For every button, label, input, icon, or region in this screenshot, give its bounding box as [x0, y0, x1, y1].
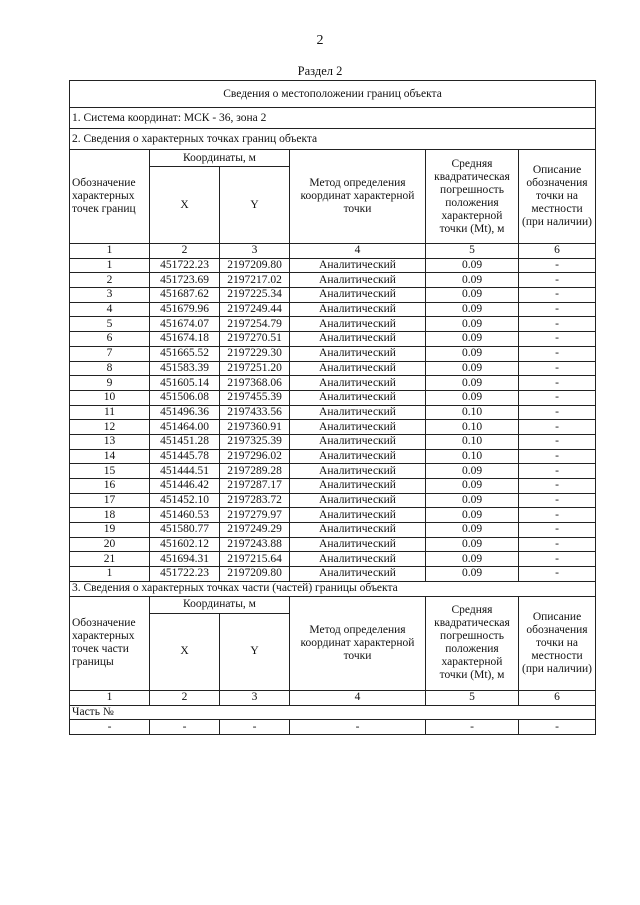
point-description: - — [519, 567, 596, 582]
coord-x: 451694.31 — [150, 552, 220, 567]
coord-x: 451451.28 — [150, 434, 220, 449]
method: Аналитический — [290, 420, 426, 435]
empty-part-row — [70, 720, 596, 735]
header-description: Описание обозначения точки на местности (при наличии) — [519, 150, 596, 244]
point-number: 1 — [70, 258, 150, 273]
method: Аналитический — [290, 258, 426, 273]
point-number: 19 — [70, 523, 150, 538]
col-number: 1 — [70, 690, 150, 705]
coord-y: 2197209.80 — [220, 258, 290, 273]
point-number: 2 — [70, 273, 150, 288]
table-row — [70, 346, 596, 361]
point-description: - — [519, 464, 596, 479]
parts-header-x: X — [150, 613, 220, 690]
coord-y: 2197254.79 — [220, 317, 290, 332]
coord-y: 2197455.39 — [220, 390, 290, 405]
table-row — [70, 420, 596, 435]
error-mt: 0.10 — [426, 434, 519, 449]
empty-cell: - — [426, 720, 519, 735]
point-number: 15 — [70, 464, 150, 479]
method: Аналитический — [290, 288, 426, 303]
section-label: Раздел 2 — [297, 64, 343, 78]
coord-y: 2197209.80 — [220, 567, 290, 582]
point-number: 4 — [70, 302, 150, 317]
coord-y: 2197279.97 — [220, 508, 290, 523]
error-mt: 0.09 — [426, 552, 519, 567]
point-number: 6 — [70, 332, 150, 347]
parts-header-error: Средняя квадратическая погрешность положения характерной точки (Mt), м — [426, 596, 519, 690]
table-row — [70, 434, 596, 449]
empty-cell: - — [150, 720, 220, 735]
point-description: - — [519, 332, 596, 347]
point-description: - — [519, 508, 596, 523]
coord-x: 451464.00 — [150, 420, 220, 435]
error-mt: 0.09 — [426, 390, 519, 405]
coord-x: 451506.08 — [150, 390, 220, 405]
table-row — [70, 567, 596, 582]
coord-x: 451605.14 — [150, 376, 220, 391]
table-row — [70, 537, 596, 552]
header-y: Y — [220, 167, 290, 244]
col-number: 1 — [70, 244, 150, 259]
coord-system: 1. Система координат: МСК - 36, зона 2 — [70, 108, 596, 129]
table-row — [70, 288, 596, 303]
header-coords: Координаты, м — [150, 150, 290, 167]
method: Аналитический — [290, 493, 426, 508]
point-number: 13 — [70, 434, 150, 449]
coord-y: 2197287.17 — [220, 479, 290, 494]
method: Аналитический — [290, 390, 426, 405]
coord-y: 2197225.34 — [220, 288, 290, 303]
method: Аналитический — [290, 317, 426, 332]
point-number: 11 — [70, 405, 150, 420]
coord-x: 451674.07 — [150, 317, 220, 332]
table-row — [70, 317, 596, 332]
coord-x: 451722.23 — [150, 567, 220, 582]
header-x: X — [150, 167, 220, 244]
method: Аналитический — [290, 302, 426, 317]
coord-y: 2197283.72 — [220, 493, 290, 508]
point-number: 18 — [70, 508, 150, 523]
col-number: 3 — [220, 244, 290, 259]
coord-y: 2197289.28 — [220, 464, 290, 479]
coord-y: 2197325.39 — [220, 434, 290, 449]
table-row — [70, 376, 596, 391]
error-mt: 0.10 — [426, 449, 519, 464]
point-number: 16 — [70, 479, 150, 494]
point-number: 1 — [70, 567, 150, 582]
point-description: - — [519, 376, 596, 391]
table-row — [70, 479, 596, 494]
col-number: 4 — [290, 244, 426, 259]
point-description: - — [519, 537, 596, 552]
parts-header-description: Описание обозначения точки на местности (при наличии) — [519, 596, 596, 690]
method: Аналитический — [290, 332, 426, 347]
col-number: 2 — [150, 244, 220, 259]
coord-x: 451583.39 — [150, 361, 220, 376]
error-mt: 0.09 — [426, 302, 519, 317]
point-number: 7 — [70, 346, 150, 361]
coord-x: 451722.23 — [150, 258, 220, 273]
error-mt: 0.09 — [426, 567, 519, 582]
coord-y: 2197296.02 — [220, 449, 290, 464]
coord-y: 2197368.06 — [220, 376, 290, 391]
coord-x: 451679.96 — [150, 302, 220, 317]
point-description: - — [519, 317, 596, 332]
point-number: 12 — [70, 420, 150, 435]
error-mt: 0.09 — [426, 464, 519, 479]
error-mt: 0.09 — [426, 258, 519, 273]
point-description: - — [519, 434, 596, 449]
coord-x: 451580.77 — [150, 523, 220, 538]
point-description: - — [519, 405, 596, 420]
error-mt: 0.09 — [426, 508, 519, 523]
parts-header-coords: Координаты, м — [150, 596, 290, 613]
point-number: 3 — [70, 288, 150, 303]
error-mt: 0.09 — [426, 537, 519, 552]
coord-y: 2197249.44 — [220, 302, 290, 317]
error-mt: 0.09 — [426, 479, 519, 494]
coord-x: 451602.12 — [150, 537, 220, 552]
point-number: 8 — [70, 361, 150, 376]
table-row — [70, 508, 596, 523]
point-number: 20 — [70, 537, 150, 552]
col-number: 2 — [150, 690, 220, 705]
point-description: - — [519, 420, 596, 435]
points-heading: 2. Сведения о характерных точках границ объекта — [70, 129, 596, 150]
coord-y: 2197433.56 — [220, 405, 290, 420]
error-mt: 0.09 — [426, 273, 519, 288]
error-mt: 0.10 — [426, 405, 519, 420]
col-number: 6 — [519, 690, 596, 705]
point-description: - — [519, 493, 596, 508]
point-description: - — [519, 273, 596, 288]
parts-header-method: Метод определения координат характерной точки — [290, 596, 426, 690]
coord-y: 2197251.20 — [220, 361, 290, 376]
coord-y: 2197360.91 — [220, 420, 290, 435]
col-number: 3 — [220, 690, 290, 705]
empty-cell: - — [220, 720, 290, 735]
table-row — [70, 552, 596, 567]
error-mt: 0.09 — [426, 376, 519, 391]
point-description: - — [519, 390, 596, 405]
point-number: 17 — [70, 493, 150, 508]
page-number: 2 — [316, 33, 324, 48]
table-row — [70, 464, 596, 479]
coord-y: 2197243.88 — [220, 537, 290, 552]
error-mt: 0.09 — [426, 361, 519, 376]
coord-y: 2197249.29 — [220, 523, 290, 538]
coord-x: 451723.69 — [150, 273, 220, 288]
table-row — [70, 449, 596, 464]
coord-x: 451445.78 — [150, 449, 220, 464]
point-description: - — [519, 523, 596, 538]
method: Аналитический — [290, 464, 426, 479]
table-row — [70, 332, 596, 347]
table-row — [70, 493, 596, 508]
method: Аналитический — [290, 479, 426, 494]
point-number: 10 — [70, 390, 150, 405]
point-description: - — [519, 361, 596, 376]
method: Аналитический — [290, 273, 426, 288]
error-mt: 0.10 — [426, 420, 519, 435]
point-description: - — [519, 258, 596, 273]
header-error: Средняя квадратическая погрешность положения характерной точки (Mt), м — [426, 150, 519, 244]
boundary-table — [69, 80, 596, 735]
col-number: 4 — [290, 690, 426, 705]
method: Аналитический — [290, 508, 426, 523]
error-mt: 0.09 — [426, 346, 519, 361]
coord-x: 451687.62 — [150, 288, 220, 303]
coord-x: 451446.42 — [150, 479, 220, 494]
error-mt: 0.09 — [426, 493, 519, 508]
coord-y: 2197270.51 — [220, 332, 290, 347]
header-method: Метод определения координат характерной точки — [290, 150, 426, 244]
coord-y: 2197217.02 — [220, 273, 290, 288]
method: Аналитический — [290, 361, 426, 376]
column-numbers-row — [70, 244, 596, 259]
table-row — [70, 273, 596, 288]
table-title: Сведения о местоположении границ объекта — [70, 81, 596, 108]
method: Аналитический — [290, 449, 426, 464]
table-row — [70, 258, 596, 273]
col-number: 6 — [519, 244, 596, 259]
empty-cell: - — [290, 720, 426, 735]
method: Аналитический — [290, 567, 426, 582]
method: Аналитический — [290, 376, 426, 391]
point-description: - — [519, 449, 596, 464]
point-description: - — [519, 552, 596, 567]
table-row — [70, 523, 596, 538]
table-row — [70, 361, 596, 376]
table-row — [70, 302, 596, 317]
point-description: - — [519, 288, 596, 303]
parts-column-numbers-row — [70, 690, 596, 705]
error-mt: 0.09 — [426, 523, 519, 538]
error-mt: 0.09 — [426, 332, 519, 347]
method: Аналитический — [290, 346, 426, 361]
error-mt: 0.09 — [426, 317, 519, 332]
empty-cell: - — [519, 720, 596, 735]
coord-x: 451674.18 — [150, 332, 220, 347]
method: Аналитический — [290, 434, 426, 449]
table-row — [70, 405, 596, 420]
method: Аналитический — [290, 537, 426, 552]
point-number: 14 — [70, 449, 150, 464]
method: Аналитический — [290, 552, 426, 567]
point-description: - — [519, 346, 596, 361]
point-number: 9 — [70, 376, 150, 391]
parts-heading: 3. Сведения о характерных точках части (частей) границы объекта — [70, 581, 596, 596]
table-row — [70, 390, 596, 405]
point-number: 5 — [70, 317, 150, 332]
empty-cell: - — [70, 720, 150, 735]
header-designation: Обозначение характерных точек границ — [70, 150, 150, 244]
method: Аналитический — [290, 405, 426, 420]
coord-y: 2197215.64 — [220, 552, 290, 567]
part-label: Часть № — [70, 705, 596, 720]
error-mt: 0.09 — [426, 288, 519, 303]
coord-y: 2197229.30 — [220, 346, 290, 361]
col-number: 5 — [426, 690, 519, 705]
col-number: 5 — [426, 244, 519, 259]
coord-x: 451665.52 — [150, 346, 220, 361]
coord-x: 451460.53 — [150, 508, 220, 523]
point-number: 21 — [70, 552, 150, 567]
parts-header-designation: Обозначение характерных точек части границы — [70, 596, 150, 690]
method: Аналитический — [290, 523, 426, 538]
parts-header-y: Y — [220, 613, 290, 690]
coord-x: 451444.51 — [150, 464, 220, 479]
coord-x: 451452.10 — [150, 493, 220, 508]
coord-x: 451496.36 — [150, 405, 220, 420]
point-description: - — [519, 302, 596, 317]
point-description: - — [519, 479, 596, 494]
